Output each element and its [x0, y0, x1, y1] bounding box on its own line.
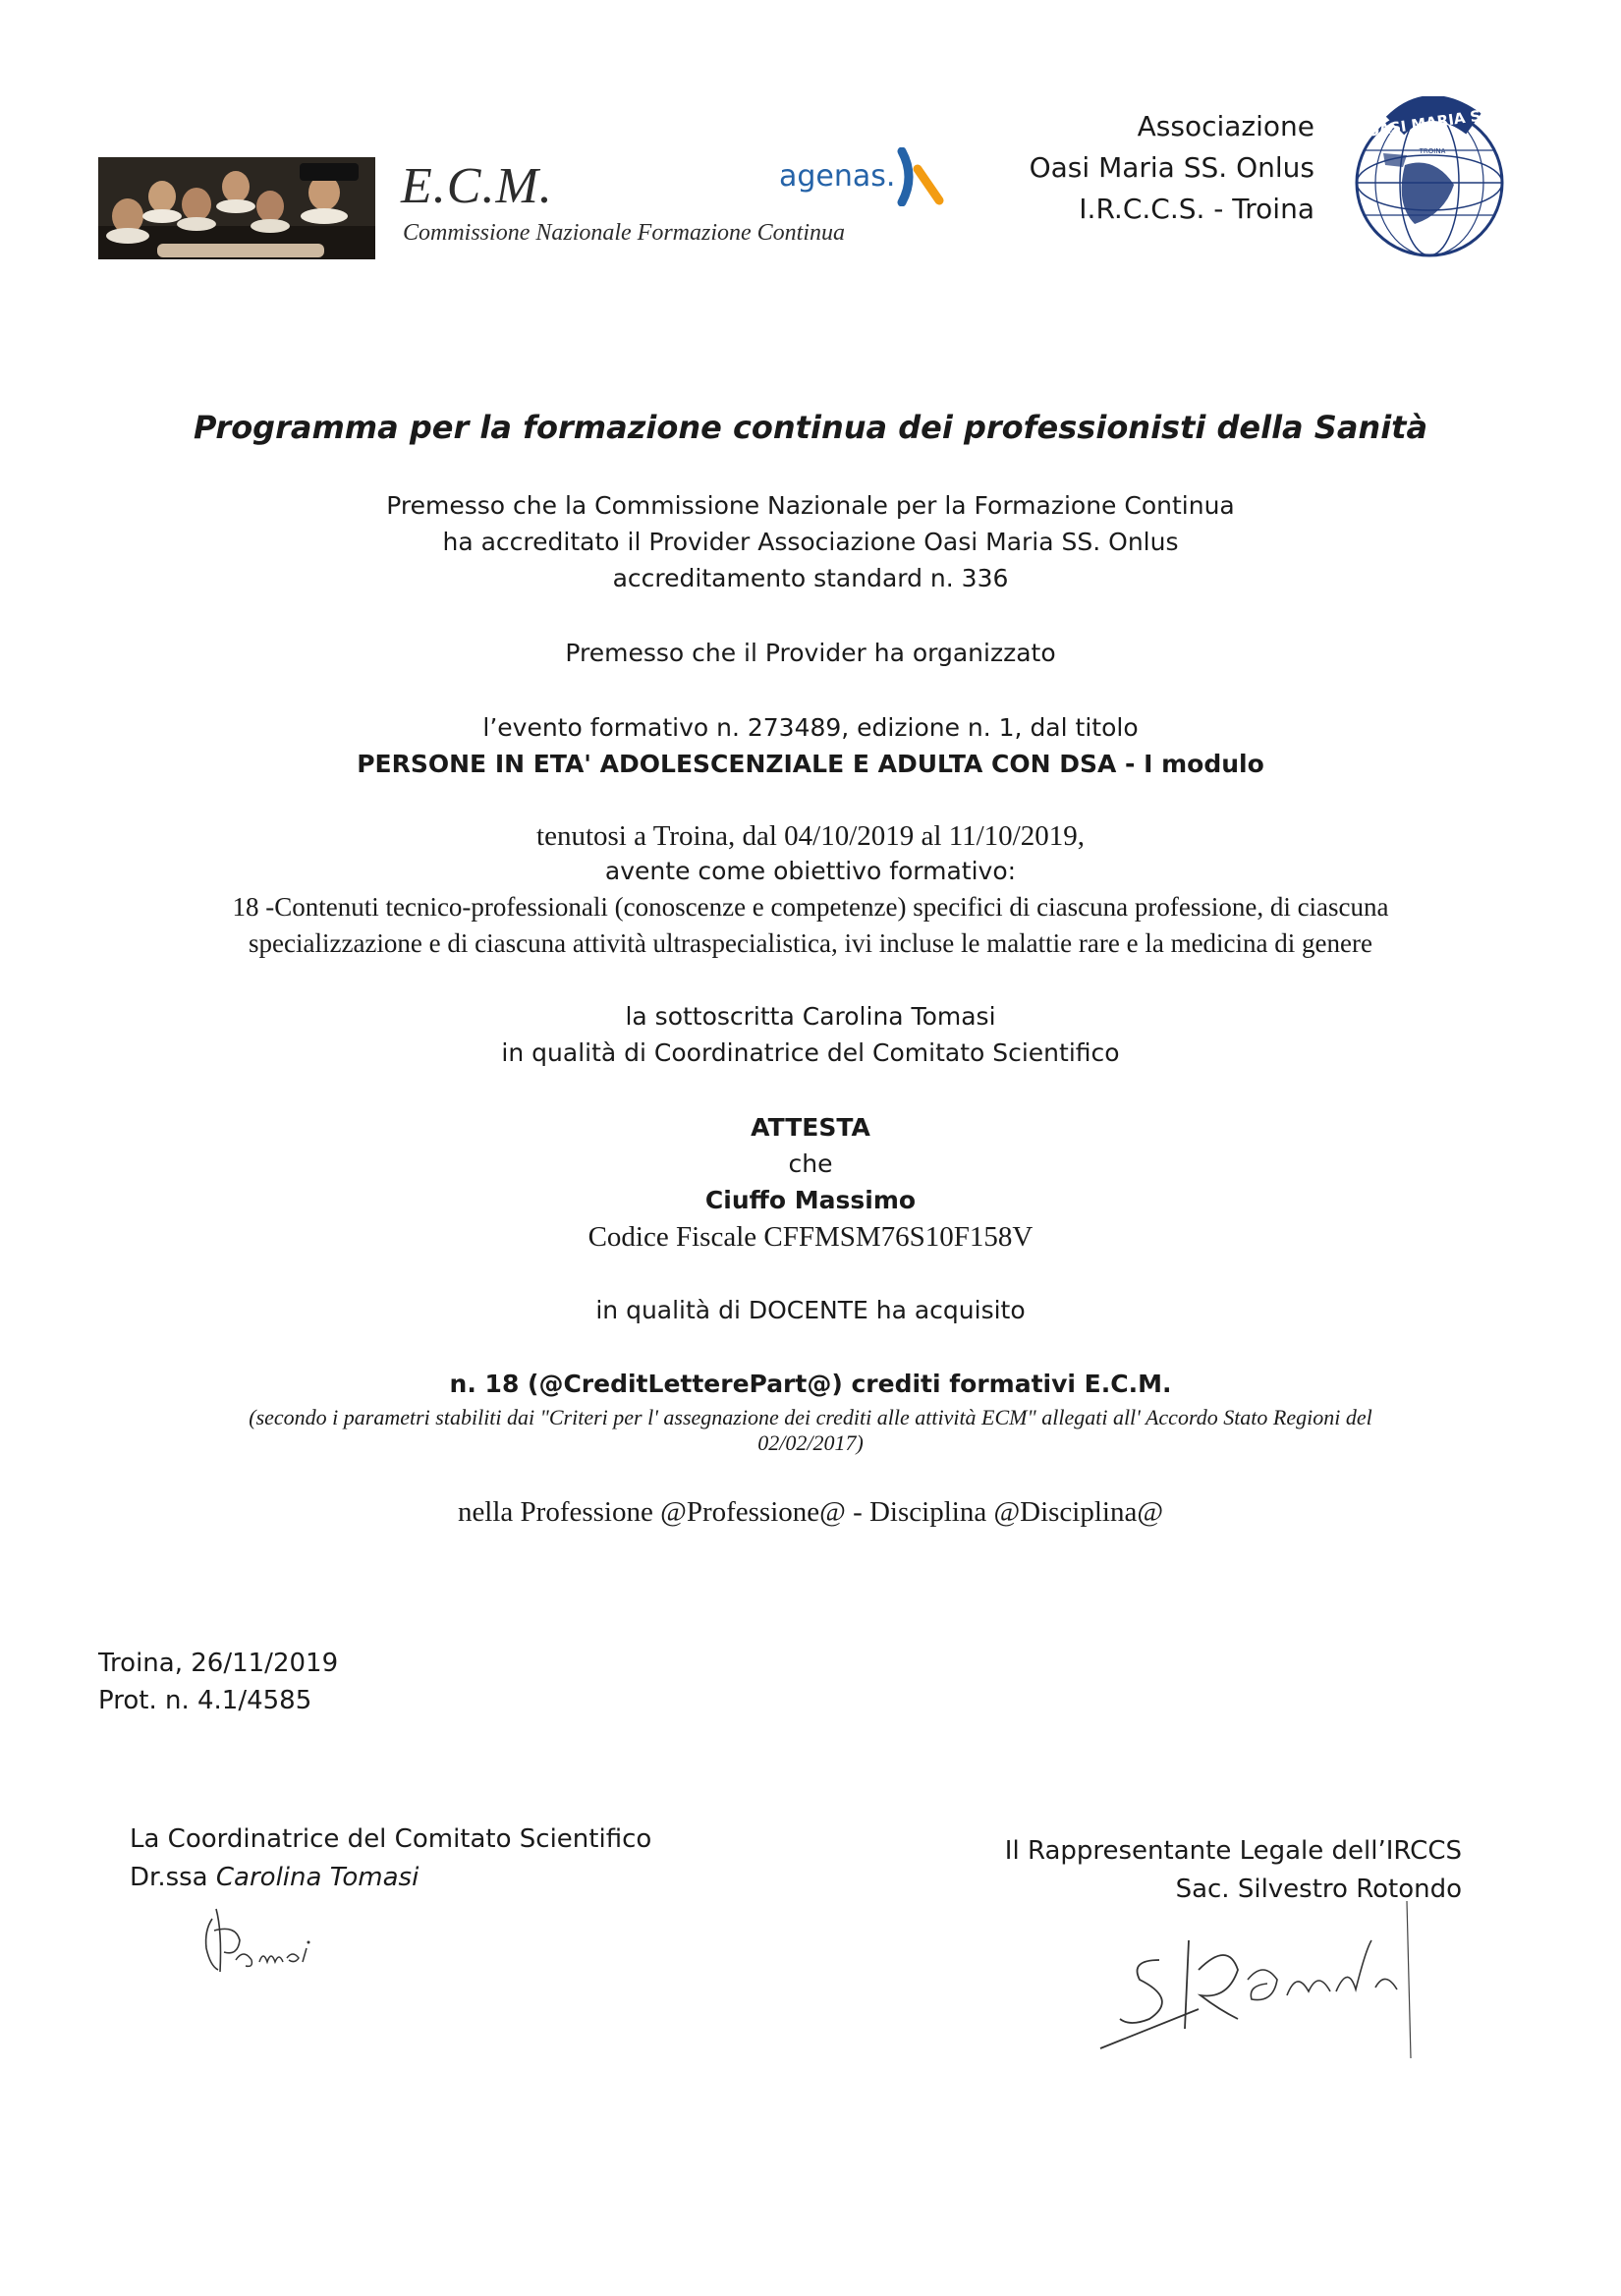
obiettivo-label: avente come obiettivo formativo: [604, 857, 1017, 885]
signatory-left-name: Carolina Tomasi [215, 1863, 419, 1892]
signatory-right-name: Sac. Silvestro Rotondo [1175, 1875, 1462, 1904]
signature-rotondo [1090, 1901, 1444, 2058]
signature-tomasi [196, 1901, 373, 1980]
date-block [98, 1645, 338, 1719]
date-line: Troina, 26/11/2019 [98, 1649, 339, 1678]
premesso-line-3: accreditamento standard n. 336 [612, 564, 1009, 592]
oasi-logo-small-text: TROINA [1419, 147, 1446, 155]
oasi-maria-logo [1336, 96, 1523, 263]
anatomy-lesson-painting [98, 157, 375, 259]
page-title: Programma per la formazione continua dei professionisti della Sanità [193, 409, 1428, 446]
signatory-right [872, 1832, 1462, 1909]
protocol-line: Prot. n. 4.1/4585 [98, 1686, 312, 1715]
association-line-1: Associazione [1137, 110, 1314, 142]
obiettivo-line-2: specializzazione e di ciascuna attività ultraspecialistica, ivi incluse le malattie rare e la medicina di genere [249, 928, 1372, 958]
attesta-heading: ATTESTA [751, 1113, 870, 1142]
professione-line: nella Professione @Professione@ - Disciplina @Disciplina@ [457, 1496, 1164, 1528]
premesso-provider: Premesso che il Provider ha organizzato [565, 639, 1056, 667]
premesso-line-2: ha accreditato il Provider Associazione Oasi Maria SS. Onlus [442, 528, 1179, 556]
evento-title: PERSONE IN ETA' ADOLESCENZIALE E ADULTA CON DSA - I modulo [357, 750, 1264, 778]
recipient-name: Ciuffo Massimo [704, 1186, 917, 1214]
signatory-left-name-line [130, 1859, 651, 1897]
crediti-line: n. 18 (@CreditLetterePart@) crediti formativi E.C.M. [449, 1370, 1172, 1398]
oasi-logo-text: OASI MARIA SS [1366, 105, 1492, 140]
obiettivo-line-1: 18 -Contenuti tecnico-professionali (conoscenze e competenze) specifici di ciascuna professione, di ciascuna [232, 892, 1389, 922]
tenutosi-line: tenutosi a Troina, dal 04/10/2019 al 11/10/2019, [536, 820, 1085, 852]
premesso-line-1: Premesso che la Commissione Nazionale per la Formazione Continua [386, 491, 1235, 520]
qualita-docente: in qualità di DOCENTE ha acquisito [595, 1296, 1026, 1324]
association-block [922, 106, 1314, 230]
criteri-line-1: (secondo i parametri stabiliti dai "Criteri per l' assegnazione dei crediti alle attività ECM" allegati all' Accordo Stato Regioni del [249, 1405, 1372, 1429]
ecm-subtitle: Commissione Nazionale Formazione Continua [403, 220, 846, 246]
agenas-logo-text: agenas. [779, 159, 896, 194]
signatory-left-role: La Coordinatrice del Comitato Scientifico [130, 1824, 652, 1854]
evento-line: l’evento formativo n. 273489, edizione n. 1, dal titolo [482, 713, 1139, 742]
association-line-3: I.R.C.C.S. - Troina [1079, 193, 1314, 225]
signatory-left [130, 1820, 651, 1897]
qualita-coordinatrice: in qualità di Coordinatrice del Comitato Scientifico [501, 1038, 1120, 1067]
association-line-2: Oasi Maria SS. Onlus [1029, 151, 1314, 184]
ecm-title: E.C.M. [401, 158, 553, 214]
criteri-line-2: 02/02/2017) [757, 1430, 864, 1455]
signatory-left-prefix: Dr.ssa [130, 1863, 208, 1892]
signatory-right-role: Il Rappresentante Legale dell’IRCCS [1004, 1836, 1462, 1866]
sottoscritta-line: la sottoscritta Carolina Tomasi [625, 1002, 996, 1031]
che-line: che [788, 1149, 833, 1178]
codice-fiscale: Codice Fiscale CFFMSM76S10F158V [587, 1221, 1034, 1253]
